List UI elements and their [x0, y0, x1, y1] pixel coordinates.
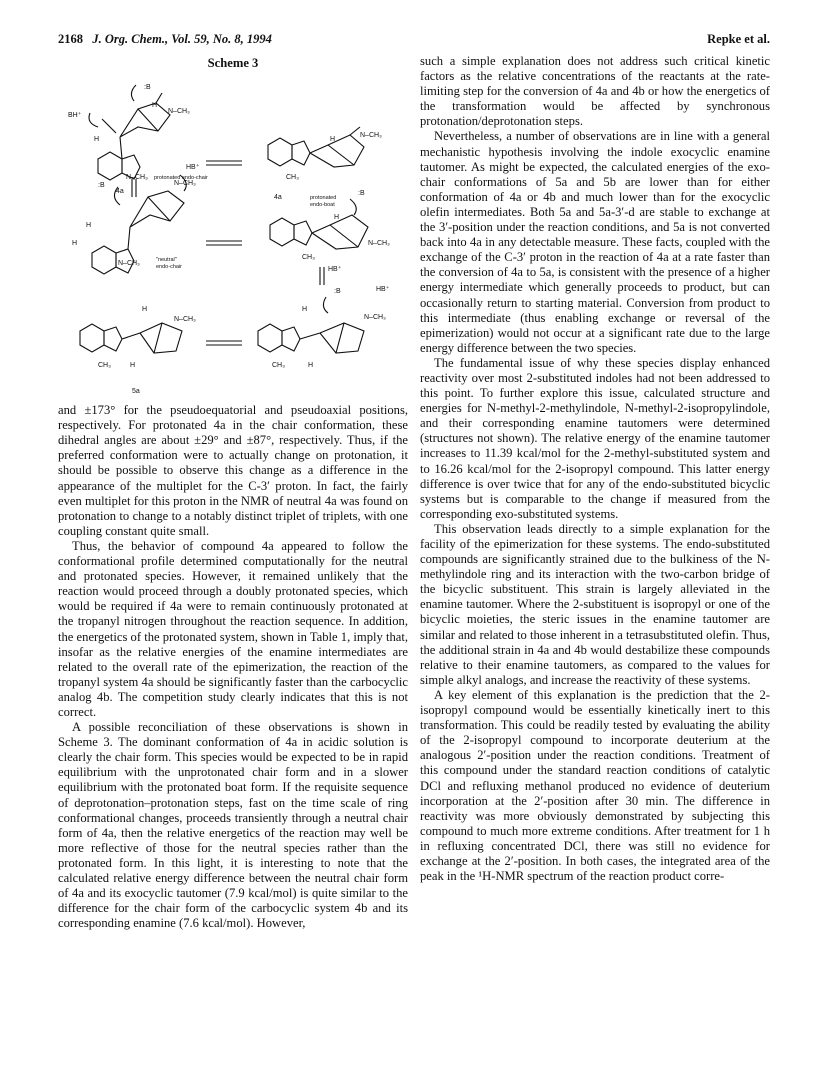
- label-h-7: H: [142, 306, 148, 314]
- label-h-6: H: [334, 214, 340, 222]
- structure-protonated-endo-boat: [268, 127, 364, 167]
- label-base-2: :B: [98, 182, 105, 190]
- label-base-1: :B: [144, 84, 151, 92]
- right-column: [420, 54, 770, 884]
- label-ch3-4: CH₃: [272, 362, 285, 370]
- paragraph-right-4: This observation leads directly to a simple explanation for the facility of the epimerization for these systems. The endo-substituted compounds are significantly strained due to the bulkiness of the N-methylindole ring and its interaction with the two-carbon bridge of the bicyclic substituent. This strain is largely alleviated in the enamine tautomer. Where the 2-substituent is isopropyl or one of the bicyclic moieties, the steric issues in the enamine tautomer are similar and related to those inherent in a tetrasubstituted olefin. Thus, the additional strain in 4a and 4b would destabilize these compounds relative to their enamine tautomers, as compared to the values for simple alkyl analogs, and increase the reactivity of these systems.: [420, 521, 770, 687]
- paragraph-left-2: Thus, the behavior of compound 4a appeared to follow the conformational profile determined computationally for the neutral and protonated species. However, it remained unlikely that the reaction would proceed through a doubly protonated species, which would be required if 4a were to remain continuously protonated at the tropanyl nitrogen throughout the reaction sequence. In addition, the energetics of the protonated system, shown in Table 1, imply that, insofar as the relative energies of the enamine intermediates are related to the overall rate of the epimerization, the reaction of the tropanyl system 4a should be significantly faster than the carbocyclic analog 4b. The competition study clearly indicates that this is not correct.: [58, 538, 408, 719]
- paragraph-right-2: Nevertheless, a number of observations are in line with a general mechanistic hypothesis involving the indole exocyclic enamine tautomer. As might be expected, the calculated energies of the exo-chair conformations of 5a and 5b are lower than for either conformation of 4a or 4b and much lower than for the exocyclic olefin intermediates. Both 5a and 5a-3′-d are stable to exchange at the 3′-position under the reaction conditions, and 5a is not converted back into 4a in any detectable measure. These facts, coupled with the exchange of the C-3′ proton in the reaction of 4a at a rate faster than the conversion of 4a to 5a, is consistent with the presence of a higher energy intermediate which generally proceeds to product, but can occasionally return to starting material. Conversion from product to this intermediate (thus enabling exchange or reversal of the epimerization) would not occur at a significant rate due to the large energy difference between the two species.: [420, 129, 770, 355]
- label-base-3: :B: [358, 190, 365, 198]
- paragraph-right-3: The fundamental issue of why these species display enhanced reactivity over most 2-substituted indoles had not been addressed to this point. To further explore this issue, calculated structure and energies for N-methyl-2-methylindole, N-methyl-2-isopropylindole, and their corresponding enamine tautomers were determined (structures not shown). The relative energy of the enamine tautomer increases to 11.39 kcal/mol for the 2-methyl-substituted system and to 16.26 kcal/mol for the 2-isopropyl compound. This latter energy difference is over twice that for any of the endo-substituted bicyclic systems but is comparable to the change if measured from the corresponding exo-substituted systems.: [420, 355, 770, 521]
- label-protonated-endo-chair: protonated endo-chair: [154, 175, 208, 182]
- label-protonated: protonated: [310, 195, 337, 202]
- left-column: [58, 54, 408, 931]
- header-left: [58, 32, 272, 47]
- label-hb-1: HB⁺: [186, 164, 200, 172]
- label-h-9: H: [302, 306, 308, 314]
- label-nch3-4: N–CH₃: [174, 180, 196, 188]
- label-nch3-2: N–CH₃: [126, 174, 148, 182]
- label-hb-3: HB⁺: [376, 286, 390, 294]
- label-h-4: H: [86, 222, 92, 230]
- structure-exo-intermediate: [258, 297, 364, 353]
- page-number: 2168: [58, 32, 83, 46]
- label-base-4: :B: [334, 288, 341, 296]
- label-neutral: "neutral": [156, 257, 177, 264]
- label-endo-chair: endo-chair: [156, 264, 182, 271]
- label-ch3-3: CH₃: [98, 362, 111, 370]
- paragraph-left-1: and ±173° for the pseudoequatorial and pseudoaxial positions, respectively. For protonated 4a in the chair conformation, these dihedral angles are about ±29° and ±87°, respectively. Thus, if the preferred conformation were to actually change on protonation, it should be possible to observe this change as a difference in the appearance of the multiplet for the C-3′ proton. In fact, the fairly even multiplet for this proton in the NMR of neutral 4a was found on protonation to change to a notably distinct triplet of triplets, with one coupling constant quite small.: [58, 403, 408, 538]
- paragraph-right-5: A key element of this explanation is the prediction that the 2-isopropyl compound would be essentially kinetically inert to this transformation. This could be readily tested by evaluating the ability of the 2-isopropyl compound to incorporate deuterium at the analogous 2′-position under the reaction conditions. Treatment of this compound under the standard reaction conditions of catalytic DCl and refluxing methanol produced no evidence of deuterium incorporation at the 2′-position after 30 min. The difference in reactivity was more obviously demonstrated by subjecting this compound to much more extreme conditions. After treatment for 1 h in refluxing concentrated DCl, there was still no evidence for exchange at the 2′-position. In both cases, the integrated area of the peak in the ¹H-NMR spectrum of the reaction product corre-: [420, 687, 770, 884]
- label-h-2: H: [94, 136, 100, 144]
- scheme-3-diagram: [58, 75, 408, 403]
- label-h-5: H: [72, 240, 78, 248]
- label-nch3-1: N–CH₃: [168, 108, 190, 116]
- label-nch3-8: N–CH₃: [364, 314, 386, 322]
- label-4a-2: 4a: [274, 194, 282, 202]
- label-h-3: H: [330, 136, 336, 144]
- structure-5a: [80, 323, 182, 353]
- label-ch3-1: CH₃: [286, 174, 299, 182]
- scheme-title: Scheme 3: [207, 56, 259, 70]
- journal-citation: J. Org. Chem., Vol. 59, No. 8, 1994: [92, 32, 272, 46]
- label-h-1: H: [152, 102, 158, 110]
- label-endo-boat: endo-boat: [310, 202, 335, 209]
- label-ch3-2: CH₃: [302, 254, 315, 262]
- running-header: [58, 32, 770, 50]
- label-h-10: H: [308, 362, 314, 370]
- label-nch3-6: N–CH₃: [368, 240, 390, 248]
- label-nch3-5: N–CH₃: [118, 260, 140, 268]
- header-authors: Repke et al.: [707, 32, 770, 46]
- paragraph-right-1: such a simple explanation does not address such critical kinetic factors as the relative concentrations of the reactants at the rate-limiting step for the conversion of 4a and 4b or how the energetics of the transformation would be affected by synchronous protonation/deprotonation steps.: [420, 54, 770, 129]
- structure-protonated-endo-chair: [89, 85, 170, 180]
- label-4a-1: 4a: [116, 188, 124, 196]
- label-bh-1: BH⁺: [68, 112, 82, 120]
- label-h-8: H: [130, 362, 136, 370]
- label-5a: 5a: [132, 388, 140, 396]
- equilibrium-arrows: [132, 161, 324, 345]
- label-nch3-3: N–CH₃: [360, 132, 382, 140]
- paragraph-left-3: A possible reconciliation of these observations is shown in Scheme 3. The dominant conformation of 4a in acidic solution is clearly the chair form. This species would be expected to be in rapid equilibrium with the unprotonated chair form and in a slower equilibrium with the protonated boat form. If the requisite sequence of deprotonation–protonation steps, fast on the time scale of ring conformational changes, proceeds transiently through a neutral chair form of 4a, then the relative energetics of the reaction may well be more reflective of those for the neutral species rather than the protonated form. In this light, it is interesting to note that the calculated relative energy difference between the neutral chair form of 4a and its exocyclic tautomer (7.9 kcal/mol) is quite similar to the difference for the chair form of the carbocyclic system 4b and its corresponding enamine (7.6 kcal/mol). However,: [58, 720, 408, 931]
- label-nch3-7: N–CH₃: [174, 316, 196, 324]
- label-hb-2: HB⁺: [328, 266, 342, 274]
